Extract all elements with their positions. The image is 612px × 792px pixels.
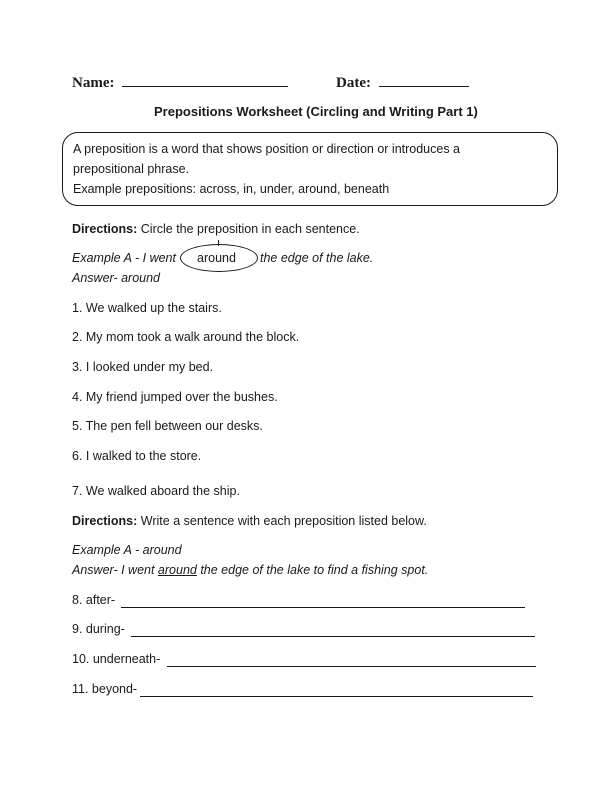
- sentence-6[interactable]: 6. I walked to the store.: [72, 449, 202, 463]
- definition-line-2: prepositional phrase.: [73, 162, 190, 176]
- part1-example-after: the edge of the lake.: [260, 251, 374, 265]
- sentence-1[interactable]: 1. We walked up the stairs.: [72, 301, 222, 315]
- part2-answer-underlined: around: [157, 563, 197, 577]
- prompt-8: 8. after-: [72, 593, 116, 607]
- sentence-2[interactable]: 2. My mom took a walk around the block.: [72, 330, 300, 344]
- prompt-11: 11. beyond-: [72, 682, 138, 696]
- prompt-9: 9. during-: [72, 622, 125, 636]
- date-input-line[interactable]: [379, 72, 469, 87]
- part2-example: Example A - around: [72, 543, 182, 557]
- page-title: Prepositions Worksheet (Circling and Writing Part 1): [154, 104, 478, 119]
- answer-line-9[interactable]: [131, 636, 535, 637]
- part2-directions-label: Directions:: [72, 514, 138, 528]
- part2-directions: [72, 514, 427, 528]
- sentence-4[interactable]: 4. My friend jumped over the bushes.: [72, 390, 278, 404]
- answer-line-8[interactable]: [121, 607, 525, 608]
- date-label: Date:: [336, 75, 371, 91]
- part2-example-answer: [72, 563, 428, 577]
- name-field-group: [72, 72, 288, 92]
- definition-examples: Example prepositions: across, in, under, around, beneath: [73, 182, 390, 196]
- sentence-3[interactable]: 3. I looked under my bed.: [72, 360, 214, 374]
- name-label: Name:: [72, 75, 115, 91]
- definition-line-1: A preposition is a word that shows position or direction or introduces a: [73, 142, 461, 156]
- part2-directions-text: Write a sentence with each preposition listed below.: [140, 514, 427, 528]
- sentence-7[interactable]: 7. We walked aboard the ship.: [72, 484, 240, 498]
- part1-example-before: Example A - I went: [72, 251, 176, 265]
- date-field-group: [336, 72, 469, 92]
- part1-example-answer: Answer- around: [72, 271, 161, 285]
- example-circled-word: around: [197, 251, 236, 265]
- part2-answer-after: the edge of the lake to find a fishing spot.: [196, 563, 429, 577]
- part1-directions: [72, 222, 360, 236]
- prompt-10: 10. underneath-: [72, 652, 161, 666]
- part1-directions-label: Directions:: [72, 222, 138, 236]
- name-input-line[interactable]: [122, 72, 288, 87]
- sentence-5[interactable]: 5. The pen fell between our desks.: [72, 419, 263, 433]
- answer-line-10[interactable]: [167, 666, 536, 667]
- answer-line-11[interactable]: [140, 696, 533, 697]
- part1-directions-text: Circle the preposition in each sentence.: [140, 222, 360, 236]
- part2-answer-before: Answer- I went: [72, 563, 158, 577]
